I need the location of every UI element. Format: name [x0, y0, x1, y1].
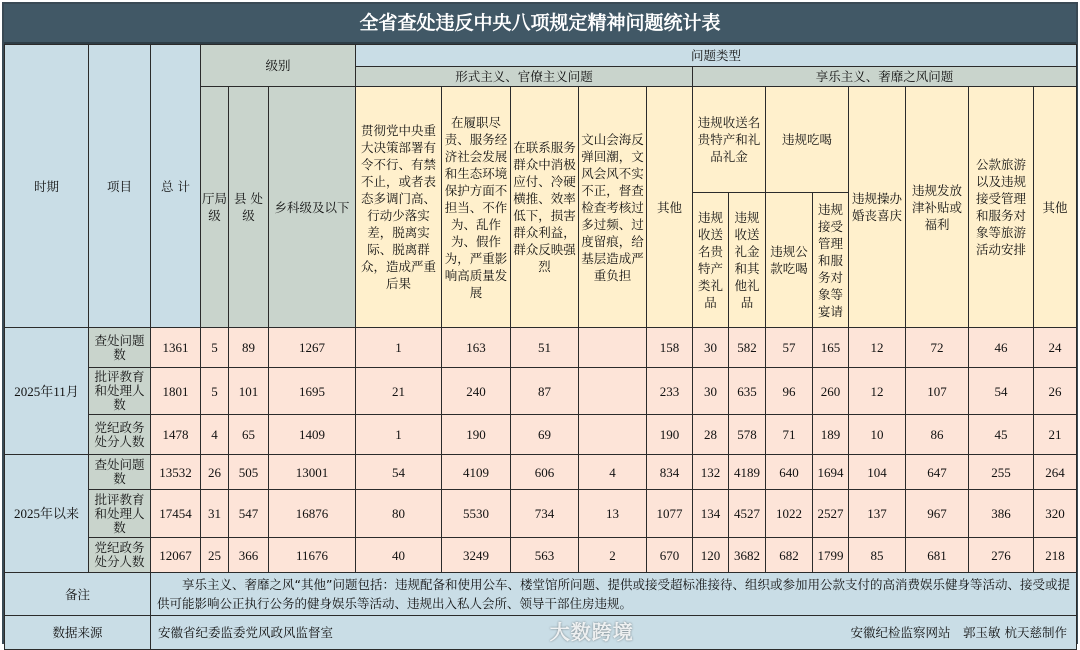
value-cell: 21: [356, 368, 442, 415]
value-cell: 190: [442, 415, 511, 455]
header-formalism-col-4: 文山会海反弹回潮，文风会风不实不正，督查检查考核过多过频、过度留痕，给基层造成严重负担: [579, 87, 647, 328]
value-cell: 547: [229, 490, 269, 538]
value-cell: 4109: [442, 455, 511, 490]
value-cell: 563: [511, 538, 579, 573]
value-cell: 12: [849, 368, 906, 415]
value-cell: 65: [229, 415, 269, 455]
value-cell: 505: [229, 455, 269, 490]
value-cell: 26: [1034, 368, 1077, 415]
header-gifts-cash: 违规收送礼金和其他礼品: [729, 193, 766, 328]
item-cell: 党纪政务处分人数: [89, 415, 151, 455]
period-cell: 2025年以来: [5, 455, 89, 573]
value-cell: 132: [693, 455, 729, 490]
value-cell: 606: [511, 455, 579, 490]
value-cell: 86: [906, 415, 969, 455]
statistics-table-frame: [2, 2, 1078, 644]
value-cell: 218: [1034, 538, 1077, 573]
value-cell: 13532: [151, 455, 201, 490]
value-cell: [579, 368, 647, 415]
value-cell: 640: [766, 455, 813, 490]
value-cell: 96: [766, 368, 813, 415]
header-dining-banquet: 违规接受管理和服务对象等宴请: [813, 193, 849, 328]
value-cell: 12067: [151, 538, 201, 573]
header-formalism-col-2: 在履职尽责、服务经济社会发展和生态环境保护方面不担当、不作为、乱作为、假作为，严重影响高质量发展: [442, 87, 511, 328]
header-formalism-col-3: 在联系服务群众中消极应付、冷硬横推、效率低下，损害群众利益，群众反映强烈: [511, 87, 579, 328]
value-cell: 80: [356, 490, 442, 538]
source-label: 数据来源: [5, 616, 151, 650]
table-row: [5, 368, 1077, 415]
value-cell: 4527: [729, 490, 766, 538]
value-cell: 681: [906, 538, 969, 573]
value-cell: 320: [1034, 490, 1077, 538]
credit-text: 安徽纪检监察网站 郭玉敏 杭天慈制作: [850, 625, 1068, 640]
value-cell: 682: [766, 538, 813, 573]
value-cell: 647: [906, 455, 969, 490]
value-cell: 1801: [151, 368, 201, 415]
header-allowances: 违规发放津补贴或福利: [906, 87, 969, 328]
value-cell: 24: [1034, 328, 1077, 368]
table-body: [5, 328, 1077, 573]
note-label: 备注: [5, 573, 151, 616]
value-cell: 165: [813, 328, 849, 368]
period-cell: 2025年11月: [5, 328, 89, 455]
value-cell: 5: [201, 368, 229, 415]
item-cell: 党纪政务处分人数: [89, 538, 151, 573]
value-cell: 87: [511, 368, 579, 415]
value-cell: 13: [579, 490, 647, 538]
value-cell: 85: [849, 538, 906, 573]
item-cell: 批评教育和处理人数: [89, 490, 151, 538]
value-cell: 4: [579, 455, 647, 490]
value-cell: 107: [906, 368, 969, 415]
header-level: 级别: [201, 45, 356, 87]
value-cell: 264: [1034, 455, 1077, 490]
value-cell: 1478: [151, 415, 201, 455]
value-cell: 670: [647, 538, 693, 573]
value-cell: 31: [201, 490, 229, 538]
header-weddings-funerals: 违规操办婚丧喜庆: [849, 87, 906, 328]
statistics-table: [4, 44, 1077, 650]
header-item: 项目: [89, 45, 151, 328]
value-cell: 240: [442, 368, 511, 415]
header-dining-public: 违规公款吃喝: [766, 193, 813, 328]
value-cell: 2: [579, 538, 647, 573]
table-row: [5, 490, 1077, 538]
value-cell: 189: [813, 415, 849, 455]
value-cell: 386: [969, 490, 1034, 538]
table-title: 全省查处违反中央八项规定精神问题统计表: [4, 4, 1076, 44]
value-cell: [579, 415, 647, 455]
value-cell: [579, 328, 647, 368]
value-cell: 17454: [151, 490, 201, 538]
value-cell: 1799: [813, 538, 849, 573]
table-row: [5, 415, 1077, 455]
header-period: 时期: [5, 45, 89, 328]
value-cell: 582: [729, 328, 766, 368]
value-cell: 26: [201, 455, 229, 490]
header-hedonism: 享乐主义、奢靡之风问题: [693, 67, 1077, 87]
source-text: 安徽省纪委监委党风政风监督室: [158, 625, 334, 640]
value-cell: 101: [229, 368, 269, 415]
value-cell: 46: [969, 328, 1034, 368]
header-hedonism-other: 其他: [1034, 87, 1077, 328]
header-problem-type: 问题类型: [356, 45, 1077, 67]
header-gifts: 违规收送名贵特产和礼品礼金: [693, 87, 766, 193]
header-level-county: 县 处级: [229, 87, 269, 328]
value-cell: 2527: [813, 490, 849, 538]
value-cell: 13001: [269, 455, 356, 490]
value-cell: 21: [1034, 415, 1077, 455]
value-cell: 5530: [442, 490, 511, 538]
value-cell: 40: [356, 538, 442, 573]
value-cell: 1: [356, 415, 442, 455]
value-cell: 30: [693, 368, 729, 415]
header-formalism-other: 其他: [647, 87, 693, 328]
value-cell: 255: [969, 455, 1034, 490]
value-cell: 25: [201, 538, 229, 573]
value-cell: 1361: [151, 328, 201, 368]
header-level-township: 乡科级及以下: [269, 87, 356, 328]
value-cell: 163: [442, 328, 511, 368]
value-cell: 54: [356, 455, 442, 490]
header-level-bureau: 厅局级: [201, 87, 229, 328]
value-cell: 57: [766, 328, 813, 368]
value-cell: 3682: [729, 538, 766, 573]
watermark-logo: 大数跨境: [549, 620, 634, 644]
value-cell: 190: [647, 415, 693, 455]
value-cell: 158: [647, 328, 693, 368]
header-total: 总 计: [151, 45, 201, 328]
value-cell: 366: [229, 538, 269, 573]
value-cell: 578: [729, 415, 766, 455]
value-cell: 45: [969, 415, 1034, 455]
value-cell: 967: [906, 490, 969, 538]
value-cell: 69: [511, 415, 579, 455]
value-cell: 120: [693, 538, 729, 573]
value-cell: 104: [849, 455, 906, 490]
value-cell: 1022: [766, 490, 813, 538]
source-cell: [151, 616, 1077, 650]
value-cell: 12: [849, 328, 906, 368]
value-cell: 1694: [813, 455, 849, 490]
value-cell: 16876: [269, 490, 356, 538]
value-cell: 1267: [269, 328, 356, 368]
note-text: 享乐主义、奢靡之风“其他”问题包括：违规配备和使用公车、楼堂馆所问题、提供或接受超标准接待、组织或参加用公款支付的高消费娱乐健身等活动、接受或提供可能影响公正执行公务的健身娱乐等活动、违规出入私人会所、领导干部住房违规。: [151, 573, 1077, 616]
value-cell: 71: [766, 415, 813, 455]
value-cell: 51: [511, 328, 579, 368]
item-cell: 查处问题数: [89, 455, 151, 490]
value-cell: 5: [201, 328, 229, 368]
value-cell: 1077: [647, 490, 693, 538]
value-cell: 11676: [269, 538, 356, 573]
value-cell: 30: [693, 328, 729, 368]
value-cell: 1409: [269, 415, 356, 455]
value-cell: 233: [647, 368, 693, 415]
value-cell: 260: [813, 368, 849, 415]
header-formalism: 形式主义、官僚主义问题: [356, 67, 693, 87]
table-row: [5, 328, 1077, 368]
value-cell: 834: [647, 455, 693, 490]
header-gifts-specialty: 违规收送名贵特产类礼品: [693, 193, 729, 328]
value-cell: 1: [356, 328, 442, 368]
table-row: [5, 455, 1077, 490]
value-cell: 28: [693, 415, 729, 455]
item-cell: 批评教育和处理人数: [89, 368, 151, 415]
header-formalism-col-1: 贯彻党中央重大决策部署有令不行、有禁不止，或者表态多调门高、行动少落实差，脱离实际、脱离群众，造成严重后果: [356, 87, 442, 328]
value-cell: 10: [849, 415, 906, 455]
value-cell: 3249: [442, 538, 511, 573]
header-dining: 违规吃喝: [766, 87, 849, 193]
value-cell: 89: [229, 328, 269, 368]
header-travel: 公款旅游以及违规接受管理和服务对象等旅游活动安排: [969, 87, 1034, 328]
value-cell: 137: [849, 490, 906, 538]
value-cell: 4: [201, 415, 229, 455]
value-cell: 276: [969, 538, 1034, 573]
value-cell: 734: [511, 490, 579, 538]
item-cell: 查处问题数: [89, 328, 151, 368]
value-cell: 54: [969, 368, 1034, 415]
value-cell: 72: [906, 328, 969, 368]
value-cell: 635: [729, 368, 766, 415]
value-cell: 134: [693, 490, 729, 538]
value-cell: 1695: [269, 368, 356, 415]
value-cell: 4189: [729, 455, 766, 490]
table-row: [5, 538, 1077, 573]
source-row: [152, 620, 1075, 644]
